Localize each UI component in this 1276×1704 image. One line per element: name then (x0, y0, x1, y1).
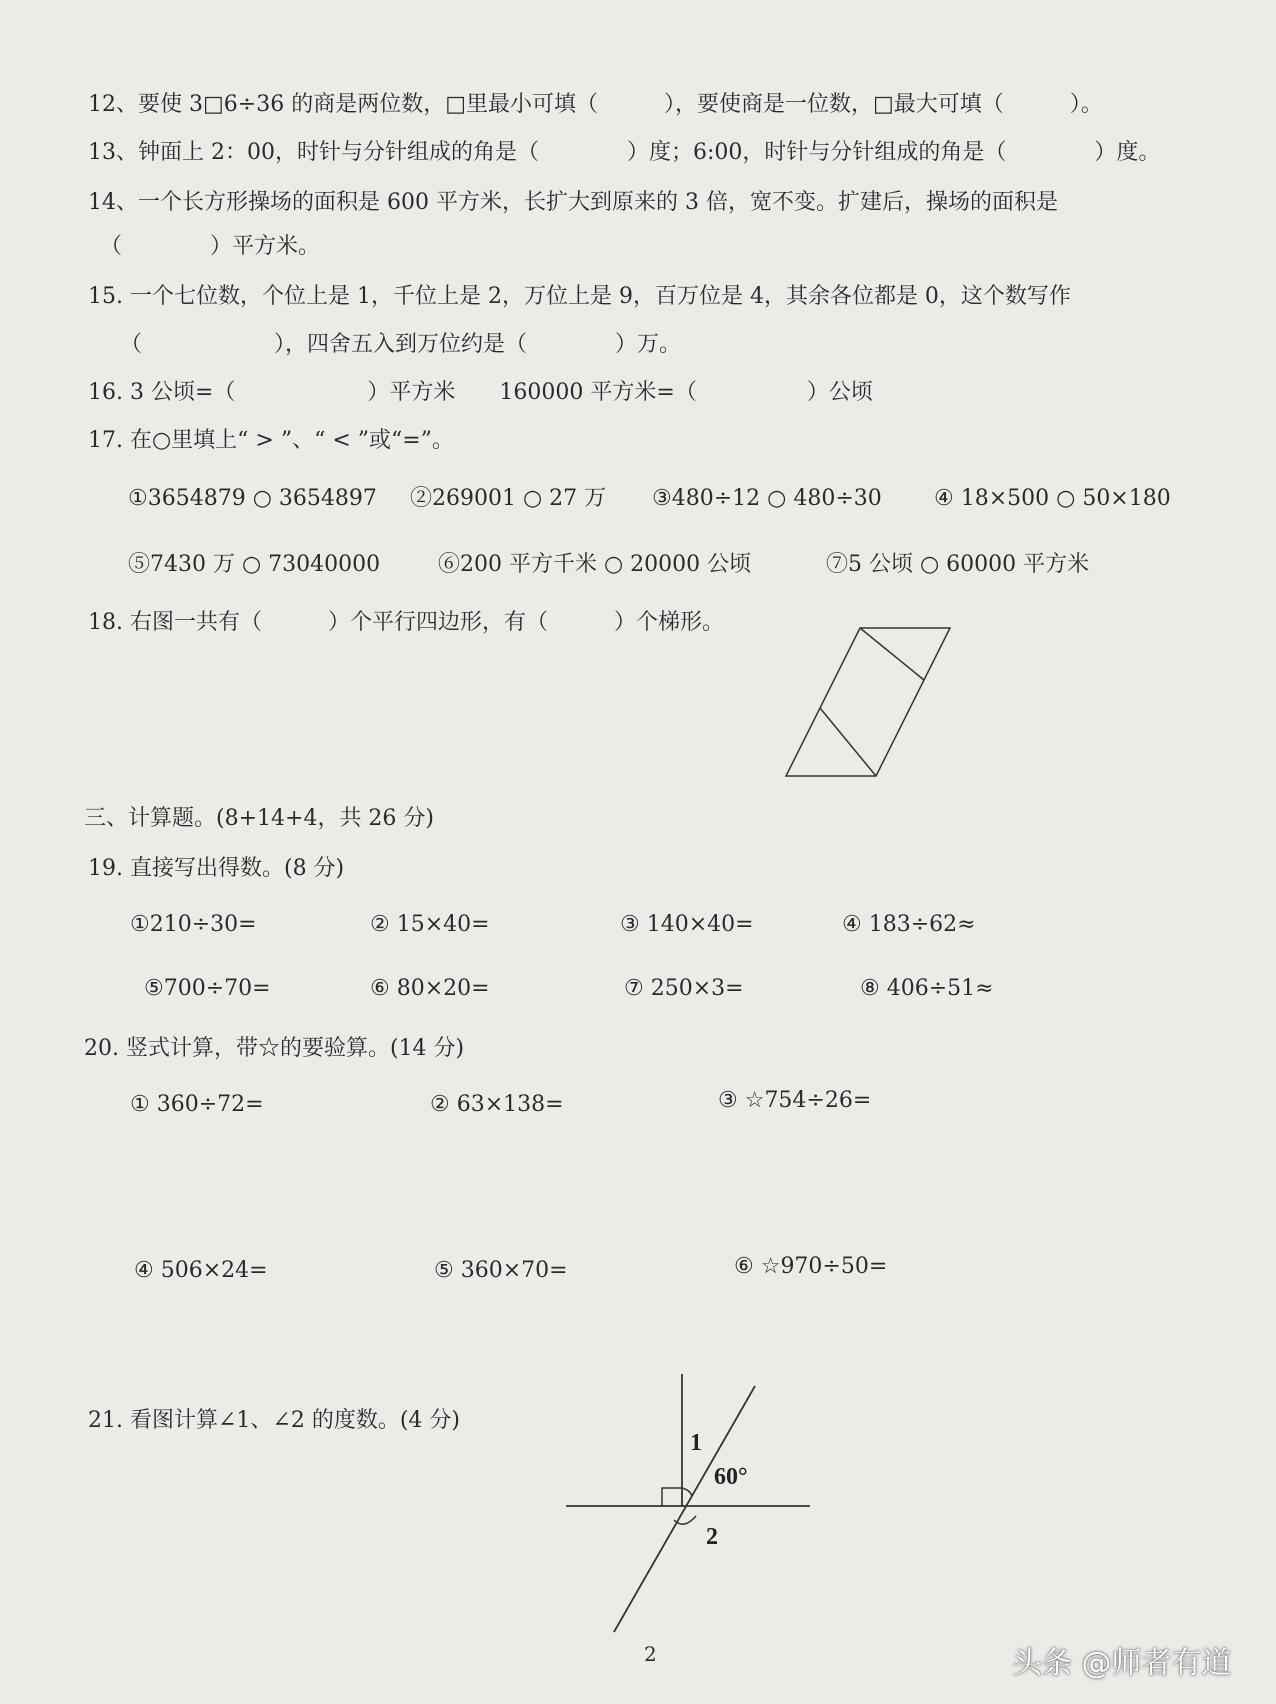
angle-1-label: 1 (690, 1430, 702, 1456)
question-13: 13、钟面上 2：00，时针与分针组成的角是（ ）度；6:00，时针与分针组成的角是（ ）度。 (88, 140, 1161, 165)
q20-item-4: ④ 506×24= (134, 1258, 268, 1283)
q17-item-3: ③480÷12 ○ 480÷30 (652, 486, 882, 511)
slanted-line (614, 1386, 755, 1632)
upper-diagonal-line (860, 628, 924, 680)
q17-item-4: ④ 18×500 ○ 50×180 (934, 486, 1171, 511)
q19-item-6: ⑥ 80×20= (370, 976, 490, 1001)
question-16: 16. 3 公顷=（ ）平方米 160000 平方米=（ ）公顷 (88, 380, 873, 405)
q17-item-7: ⑦5 公顷 ○ 60000 平方米 (826, 552, 1090, 577)
q19-item-2: ② 15×40= (370, 912, 490, 937)
lower-diagonal-line (820, 708, 876, 776)
question-21: 21. 看图计算∠1、∠2 的度数。(4 分) (88, 1408, 460, 1433)
q19-item-7: ⑦ 250×3= (624, 976, 744, 1001)
question-19: 19. 直接写出得数。(8 分) (88, 856, 345, 881)
q20-item-2: ② 63×138= (430, 1092, 564, 1117)
question-14-line2: （ ）平方米。 (100, 234, 321, 259)
watermark: 头条 @师者有道 (1012, 1646, 1232, 1681)
q20-item-1: ① 360÷72= (130, 1092, 264, 1117)
angle-figure (540, 1370, 820, 1640)
q17-item-6: ⑥200 平方千米 ○ 20000 公顷 (438, 552, 752, 577)
q19-item-4: ④ 183÷62≈ (842, 912, 976, 937)
angle-2-label: 2 (706, 1524, 718, 1550)
q19-item-5: ⑤700÷70= (144, 976, 271, 1001)
question-14-line1: 14、一个长方形操场的面积是 600 平方米，长扩大到原来的 3 倍，宽不变。扩建后，操场的面积是 (88, 190, 1058, 215)
section-3-title: 三、计算题。(8+14+4，共 26 分) (84, 806, 435, 831)
q17-item-1: ①3654879 ○ 3654897 (128, 486, 377, 511)
question-15-line1: 15. 一个七位数，个位上是 1，千位上是 2，万位上是 9，百万位是 4，其余各位都是 0，这个数写作 (88, 284, 1071, 309)
q19-item-1: ①210÷30= (130, 912, 257, 937)
parallelogram-outline (786, 628, 950, 776)
question-17: 17. 在○里填上“ > ”、“ < ”或“=”。 (88, 428, 454, 453)
q20-item-6: ⑥ ☆970÷50= (734, 1254, 888, 1279)
right-angle-marker (662, 1488, 682, 1506)
q20-item-5: ⑤ 360×70= (434, 1258, 568, 1283)
angle-60-arc (682, 1488, 692, 1496)
q19-item-8: ⑧ 406÷51≈ (860, 976, 994, 1001)
page-number: 2 (644, 1642, 657, 1666)
question-18: 18. 右图一共有（ ）个平行四边形，有（ ）个梯形。 (88, 610, 724, 635)
angle-60-label: 60° (714, 1464, 748, 1490)
question-12: 12、要使 3□6÷36 的商是两位数，□里最小可填（ ），要使商是一位数，□最大可填（ ）。 (88, 92, 1103, 117)
question-20: 20. 竖式计算，带☆的要验算。(14 分) (84, 1036, 465, 1061)
q20-item-3: ③ ☆754÷26= (718, 1088, 872, 1113)
parallelogram-figure (780, 616, 960, 782)
q17-item-5: ⑤7430 万 ○ 73040000 (128, 552, 381, 577)
question-15-line2: （ ），四舍五入到万位约是（ ）万。 (120, 332, 682, 357)
q19-item-3: ③ 140×40= (620, 912, 754, 937)
q17-item-2: ②269001 ○ 27 万 (410, 486, 607, 511)
